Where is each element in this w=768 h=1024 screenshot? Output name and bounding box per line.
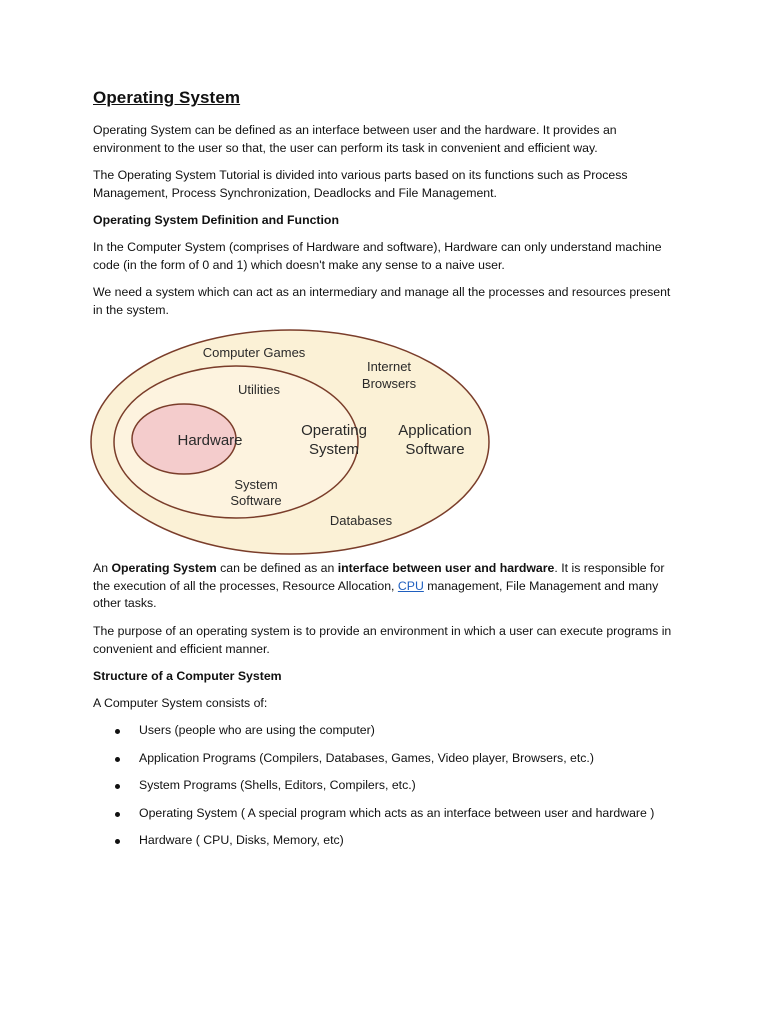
list-item: System Programs (Shells, Editors, Compilers, etc.) bbox=[93, 777, 683, 795]
consists-paragraph: A Computer System consists of: bbox=[93, 696, 268, 710]
list-item: Application Programs (Compilers, Databases, Games, Video player, Browsers, etc.) bbox=[93, 750, 683, 768]
bold-term-interface: interface between user and hardware bbox=[337, 561, 555, 575]
label-system: System bbox=[308, 441, 360, 458]
list-item: Users (people who are using the computer) bbox=[93, 722, 683, 740]
label-system-software-1: System bbox=[234, 477, 278, 492]
bullet-icon bbox=[115, 812, 120, 817]
tutorial-paragraph: The Operating System Tutorial is divided into various parts based on its functions such as Process Management, Process Synchronization, Deadlocks and File Management. bbox=[93, 168, 628, 200]
label-application: Application bbox=[398, 422, 472, 439]
bullet-icon bbox=[115, 784, 120, 789]
bullet-icon bbox=[115, 729, 120, 734]
page-title: Operating System bbox=[93, 88, 241, 107]
purpose-paragraph: The purpose of an operating system is to provide an environment in which a user can execute programs in convenient and efficient manner. bbox=[93, 624, 672, 656]
hardware-paragraph: In the Computer System (comprises of Hardware and software), Hardware can only understand machine code (in the form of 0 and 1) which doesn't make any sense to a naive user. bbox=[93, 240, 662, 272]
label-internet: Internet bbox=[366, 359, 412, 374]
component-list bbox=[93, 722, 683, 860]
label-utilities: Utilities bbox=[238, 382, 280, 397]
list-item: Operating System ( A special program which acts as an interface between user and hardware ) bbox=[93, 805, 683, 823]
label-software: Software bbox=[405, 441, 465, 458]
label-databases: Databases bbox=[329, 513, 393, 528]
os-layers-diagram bbox=[90, 328, 494, 558]
bullet-icon bbox=[115, 839, 120, 844]
label-browsers: Browsers bbox=[361, 376, 417, 391]
label-computer-games: Computer Games bbox=[202, 345, 306, 360]
label-operating: Operating bbox=[301, 422, 367, 439]
intermediary-paragraph: We need a system which can act as an intermediary and manage all the processes and resources present in the system. bbox=[93, 285, 671, 317]
label-hardware: Hardware bbox=[177, 432, 243, 449]
structure-heading: Structure of a Computer System bbox=[93, 669, 282, 683]
cpu-link[interactable]: CPU bbox=[397, 578, 424, 593]
definition-heading: Operating System Definition and Function bbox=[93, 213, 339, 227]
list-item: Hardware ( CPU, Disks, Memory, etc) bbox=[93, 832, 683, 850]
bold-term-operating-system: Operating System bbox=[111, 561, 217, 575]
label-system-software-2: Software bbox=[230, 493, 282, 508]
bullet-icon bbox=[115, 757, 120, 762]
os-definition-paragraph: An Operating System can be defined as an interface between user and hardware. It is responsible for the execution of all the processes, Resource Allocation, CPU management, File Management and many other tasks. bbox=[93, 561, 665, 610]
intro-paragraph: Operating System can be defined as an interface between user and the hardware. It provides an environment to the user so that, the user can perform its task in convenient and efficient way. bbox=[93, 123, 617, 155]
